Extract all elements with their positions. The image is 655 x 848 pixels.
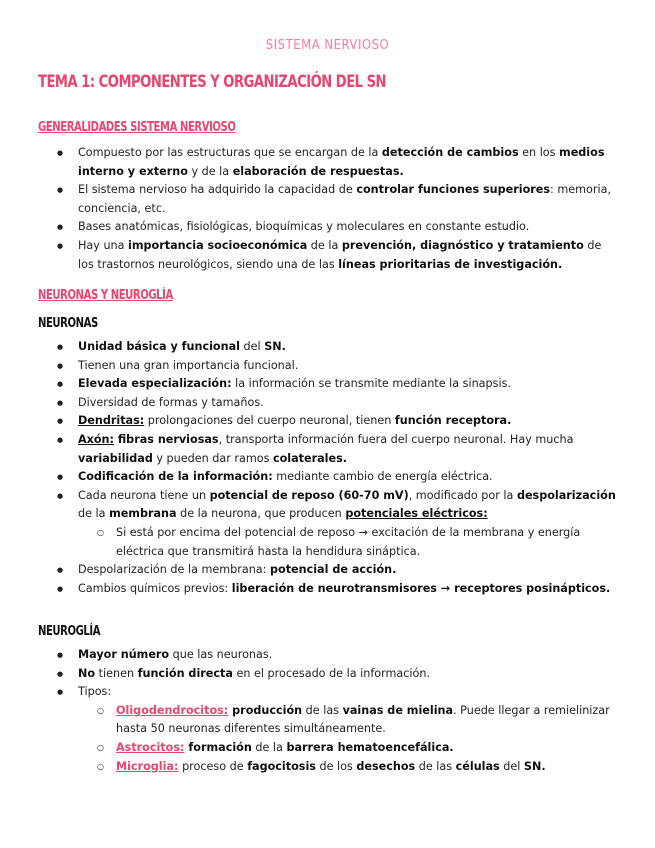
list-item: ● No tienen función directa en el procesado de la información. [78, 665, 618, 684]
list-item: ● Hay una importancia socioeconómica de la prevención, diagnóstico y tratamiento de los trastornos neurológicos, siendo una de las líneas prioritarias de investigación. [78, 237, 618, 274]
potenciales-sublist [78, 524, 618, 561]
list-item: ● Bases anatómicas, fisiológicas, bioquímicas y moleculares en constante estudio. [78, 218, 618, 237]
list-item: ● Diversidad de formas y tamaños. [78, 394, 618, 413]
list-item: ● Dendritas: prolongaciones del cuerpo neuronal, tienen función receptora. [78, 412, 618, 431]
document-title: SISTEMA NERVIOSO [265, 38, 390, 53]
subheading-neuroglia: NEUROGLÍA [38, 624, 101, 639]
list-item: ● Tipos: ○ Oligodendrocitos: producción de las vainas de mielina. Puede llegar a remielinizar hasta 50 neuronas diferentes simultáneamente. ○ Astrocitos: formación de la barrera hematoencefálica. ○ Microglia: proceso de fagocitosis de los desechos de las células del SN. [78, 683, 618, 776]
generalidades-list [78, 144, 618, 274]
list-item: ● Elevada especialización: la información se transmite mediante la sinapsis. [78, 375, 618, 394]
neuroglia-list [78, 646, 618, 776]
sub-list-item: ○ Si está por encima del potencial de reposo → excitación de la membrana y energía eléctrica que transmitirá hasta la hendidura sináptica. [116, 524, 618, 561]
section-heading-generalidades: GENERALIDADES SISTEMA NERVIOSO [38, 120, 236, 135]
sub-list-item: ○ Oligodendrocitos: producción de las vainas de mielina. Puede llegar a remielinizar hasta 50 neuronas diferentes simultáneamente. [116, 702, 618, 739]
section-heading-neuronas-neuroglia: NEURONAS Y NEUROGLÍA [38, 288, 173, 303]
list-item: ● Cambios químicos previos: liberación de neurotransmisores → receptores posinápticos. [78, 580, 618, 599]
sub-list-item: ○ Microglia: proceso de fagocitosis de los desechos de las células del SN. [116, 758, 618, 777]
tipos-sublist [78, 702, 618, 776]
list-item: ● Axón: fibras nerviosas, transporta información fuera del cuerpo neuronal. Hay mucha variabilidad y pueden dar ramos colaterales. [78, 431, 618, 468]
neuronas-list [78, 338, 618, 598]
list-item: ● El sistema nervioso ha adquirido la capacidad de controlar funciones superiores: memoria, conciencia, etc. [78, 181, 618, 218]
list-item: ● Despolarización de la membrana: potencial de acción. [78, 561, 618, 580]
list-item: ● Mayor número que las neuronas. [78, 646, 618, 665]
sub-list-item: ○ Astrocitos: formación de la barrera hematoencefálica. [116, 739, 618, 758]
list-item: ● Codificación de la información: mediante cambio de energía eléctrica. [78, 468, 618, 487]
list-item: ● Compuesto por las estructuras que se encargan de la detección de cambios en los medios interno y externo y de la elaboración de respuestas. [78, 144, 618, 181]
subheading-neuronas: NEURONAS [38, 316, 98, 331]
main-heading: TEMA 1: COMPONENTES Y ORGANIZACIÓN DEL SN [38, 72, 387, 92]
list-item: ● Tienen una gran importancia funcional. [78, 357, 618, 376]
list-item: ● Unidad básica y funcional del SN. [78, 338, 618, 357]
list-item: ● Cada neurona tiene un potencial de reposo (60-70 mV), modificado por la despolarización de la membrana de la neurona, que producen potenciales eléctricos: ○ Si está por encima del potencial de reposo → excitación de la membrana y energía eléctrica que transmitirá hasta la hendidura sináptica. [78, 487, 618, 561]
